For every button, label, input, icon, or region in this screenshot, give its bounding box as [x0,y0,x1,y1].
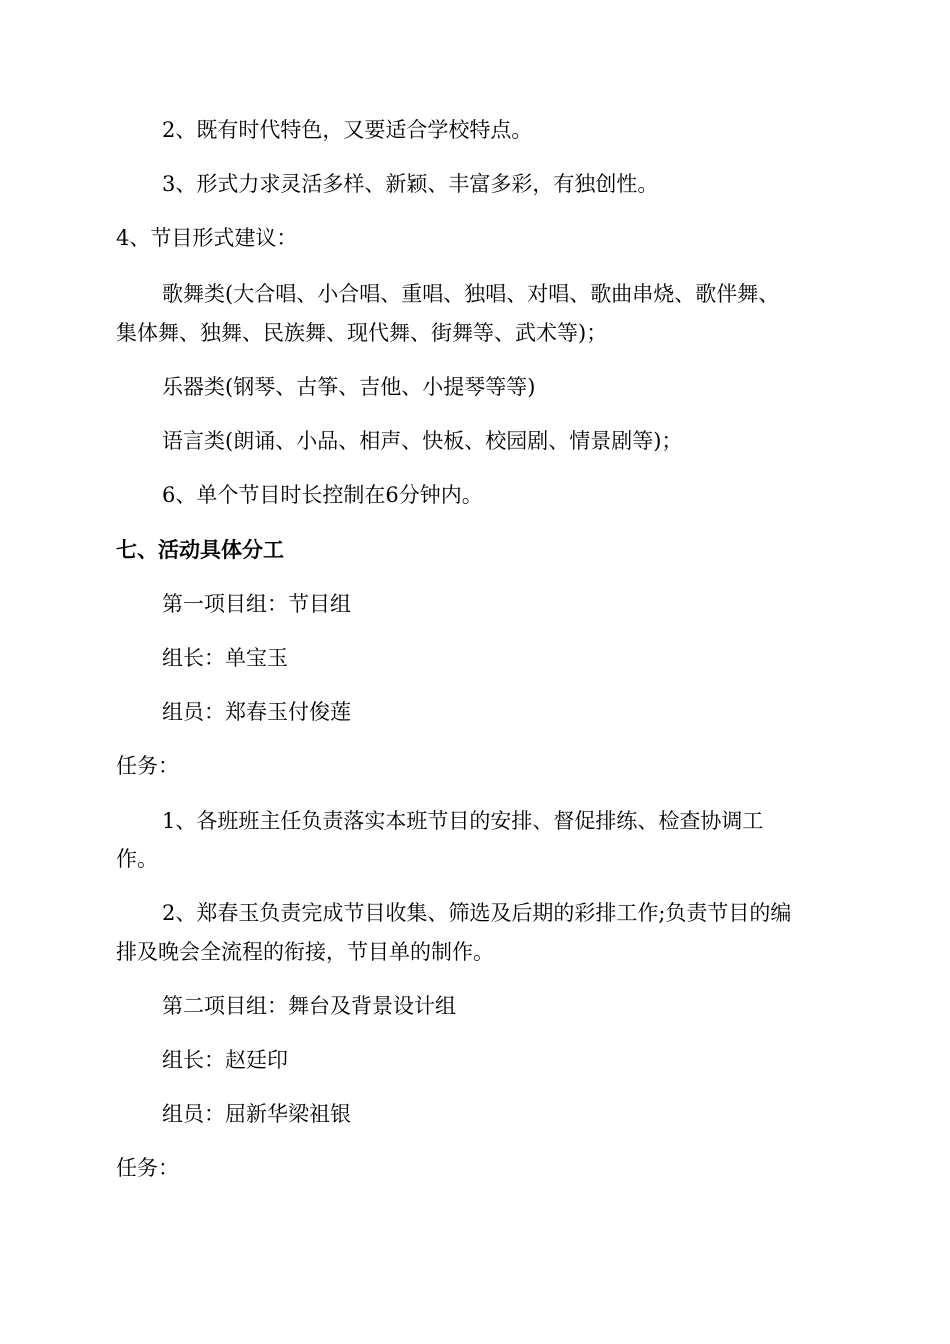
list-item-2: 2、既有时代特色，又要适合学校特点。 [162,118,533,142]
group-1-task-1-line-1: 1、各班班主任负责落实本班节目的安排、督促排练、检查协调工 [162,809,764,833]
group-1-task-2-line-2: 排及晚会全流程的衔接，节目单的制作。 [116,940,494,964]
group-2-task-label: 任务： [116,1156,179,1180]
song-dance-category-line-2: 集体舞、独舞、民族舞、现代舞、街舞等、武术等)； [116,321,608,345]
item-4-heading: 4、节目形式建议： [116,226,298,250]
group-1-task-1-line-2: 作。 [116,847,158,871]
group-1-task-2-line-1: 2、郑春玉负责完成节目收集、筛选及后期的彩排工作;负责节目的编 [162,901,792,925]
group-1-task-label: 任务： [116,754,179,778]
song-dance-category-line-1: 歌舞类(大合唱、小合唱、重唱、独唱、对唱、歌曲串烧、歌伴舞、 [162,282,780,306]
list-item-6: 6、单个节目时长控制在6分钟内。 [162,483,483,507]
list-item-3: 3、形式力求灵活多样、新颖、丰富多彩，有独创性。 [162,172,659,196]
group-1-leader: 组长：单宝玉 [162,646,288,670]
group-2-members: 组员：屈新华梁祖银 [162,1102,351,1126]
instrument-category: 乐器类(钢琴、古筝、吉他、小提琴等等) [162,375,536,399]
group-1-members: 组员：郑春玉付俊莲 [162,700,351,724]
language-category: 语言类(朗诵、小品、相声、快板、校园剧、情景剧等)； [162,429,683,453]
group-1-title: 第一项目组：节目组 [162,592,351,616]
group-2-title: 第二项目组：舞台及背景设计组 [162,994,456,1018]
group-2-leader: 组长：赵廷印 [162,1048,288,1072]
section-heading-7: 七、活动具体分工 [116,538,284,562]
